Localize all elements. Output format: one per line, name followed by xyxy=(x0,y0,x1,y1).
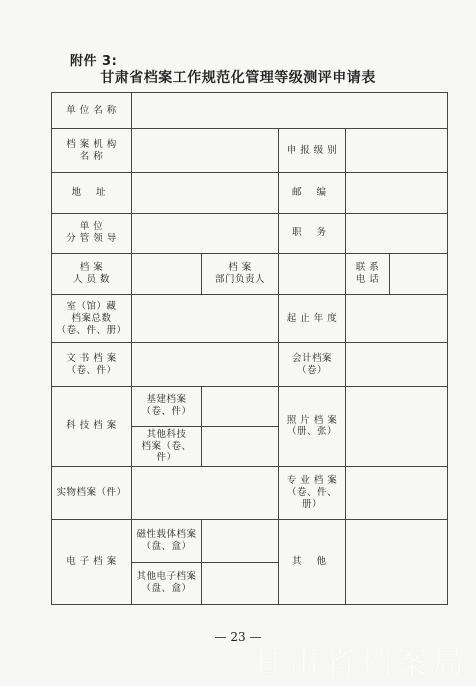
label-electronic-archives: 电 子 档 案 xyxy=(52,520,132,605)
label-sci-tech-archives: 科 技 档 案 xyxy=(52,386,132,466)
archive-org-field[interactable] xyxy=(132,129,279,173)
label-position: 职 务 xyxy=(279,213,346,253)
label-start-end-year: 起 止 年 度 xyxy=(279,295,346,343)
page-number: — 23 — xyxy=(214,630,262,644)
label-dept-head: 档 案 部门负责人 xyxy=(202,253,279,294)
label-address: 地 址 xyxy=(52,173,132,213)
leader-field[interactable] xyxy=(132,213,279,253)
start-end-year-field[interactable] xyxy=(346,295,448,343)
form-title: 甘肃省档案工作规范化管理等级测评申请表 xyxy=(100,70,376,86)
label-total-archives: 室（馆）藏 档案总数 （卷、件、册） xyxy=(52,295,132,343)
other-electronic-field[interactable] xyxy=(202,562,279,604)
postcode-field[interactable] xyxy=(346,173,448,213)
apply-level-field[interactable] xyxy=(346,129,448,173)
label-document-archives: 文 书 档 案 （卷、件） xyxy=(52,343,132,386)
label-archive-org: 档 案 机 构 名 称 xyxy=(52,129,132,173)
other-field[interactable] xyxy=(346,520,448,605)
position-field[interactable] xyxy=(346,213,448,253)
construction-archives-field[interactable] xyxy=(202,386,279,426)
label-other-sci-tech: 其他科技 档案（卷、件） xyxy=(132,426,202,466)
label-accounting-archives: 会计档案（卷） xyxy=(279,343,346,386)
label-construction-archives: 基建档案 （卷、件） xyxy=(132,386,202,426)
photo-archives-field[interactable] xyxy=(346,386,448,466)
physical-archives-field[interactable] xyxy=(132,467,279,520)
label-archive-staff: 档 案 人 员 数 xyxy=(52,253,132,294)
attachment-label: 附件 3: xyxy=(70,54,118,69)
label-magnetic-media: 磁性载体档案 （盘、盒） xyxy=(132,520,202,562)
dept-head-field[interactable] xyxy=(279,253,346,294)
label-apply-level: 申 报 级 别 xyxy=(279,129,346,173)
label-postcode: 邮 编 xyxy=(279,173,346,213)
magnetic-media-field[interactable] xyxy=(202,520,279,562)
label-other-electronic: 其他电子档案 （盘、盒） xyxy=(132,562,202,604)
label-physical-archives: 实物档案（件） xyxy=(52,467,132,520)
label-photo-archives: 照 片 档 案 （册、张） xyxy=(279,386,346,466)
address-field[interactable] xyxy=(132,173,279,213)
label-other: 其 他 xyxy=(279,520,346,605)
document-archives-field[interactable] xyxy=(132,343,279,386)
specialized-archives-field[interactable] xyxy=(346,467,448,520)
watermark: 甘肃省档案局 xyxy=(251,643,468,681)
label-phone: 联 系 电 话 xyxy=(346,253,390,294)
accounting-archives-field[interactable] xyxy=(346,343,448,386)
label-leader: 单 位 分 管 领 导 xyxy=(52,213,132,253)
archive-staff-field[interactable] xyxy=(132,253,202,294)
label-specialized-archives: 专 业 档 案 （卷、件、册） xyxy=(279,467,346,520)
application-form-table xyxy=(51,92,448,605)
label-unit-name: 单 位 名 称 xyxy=(52,93,132,129)
phone-field[interactable] xyxy=(390,253,448,294)
unit-name-field[interactable] xyxy=(132,93,448,129)
other-sci-tech-field[interactable] xyxy=(202,426,279,466)
total-archives-field[interactable] xyxy=(132,295,279,343)
